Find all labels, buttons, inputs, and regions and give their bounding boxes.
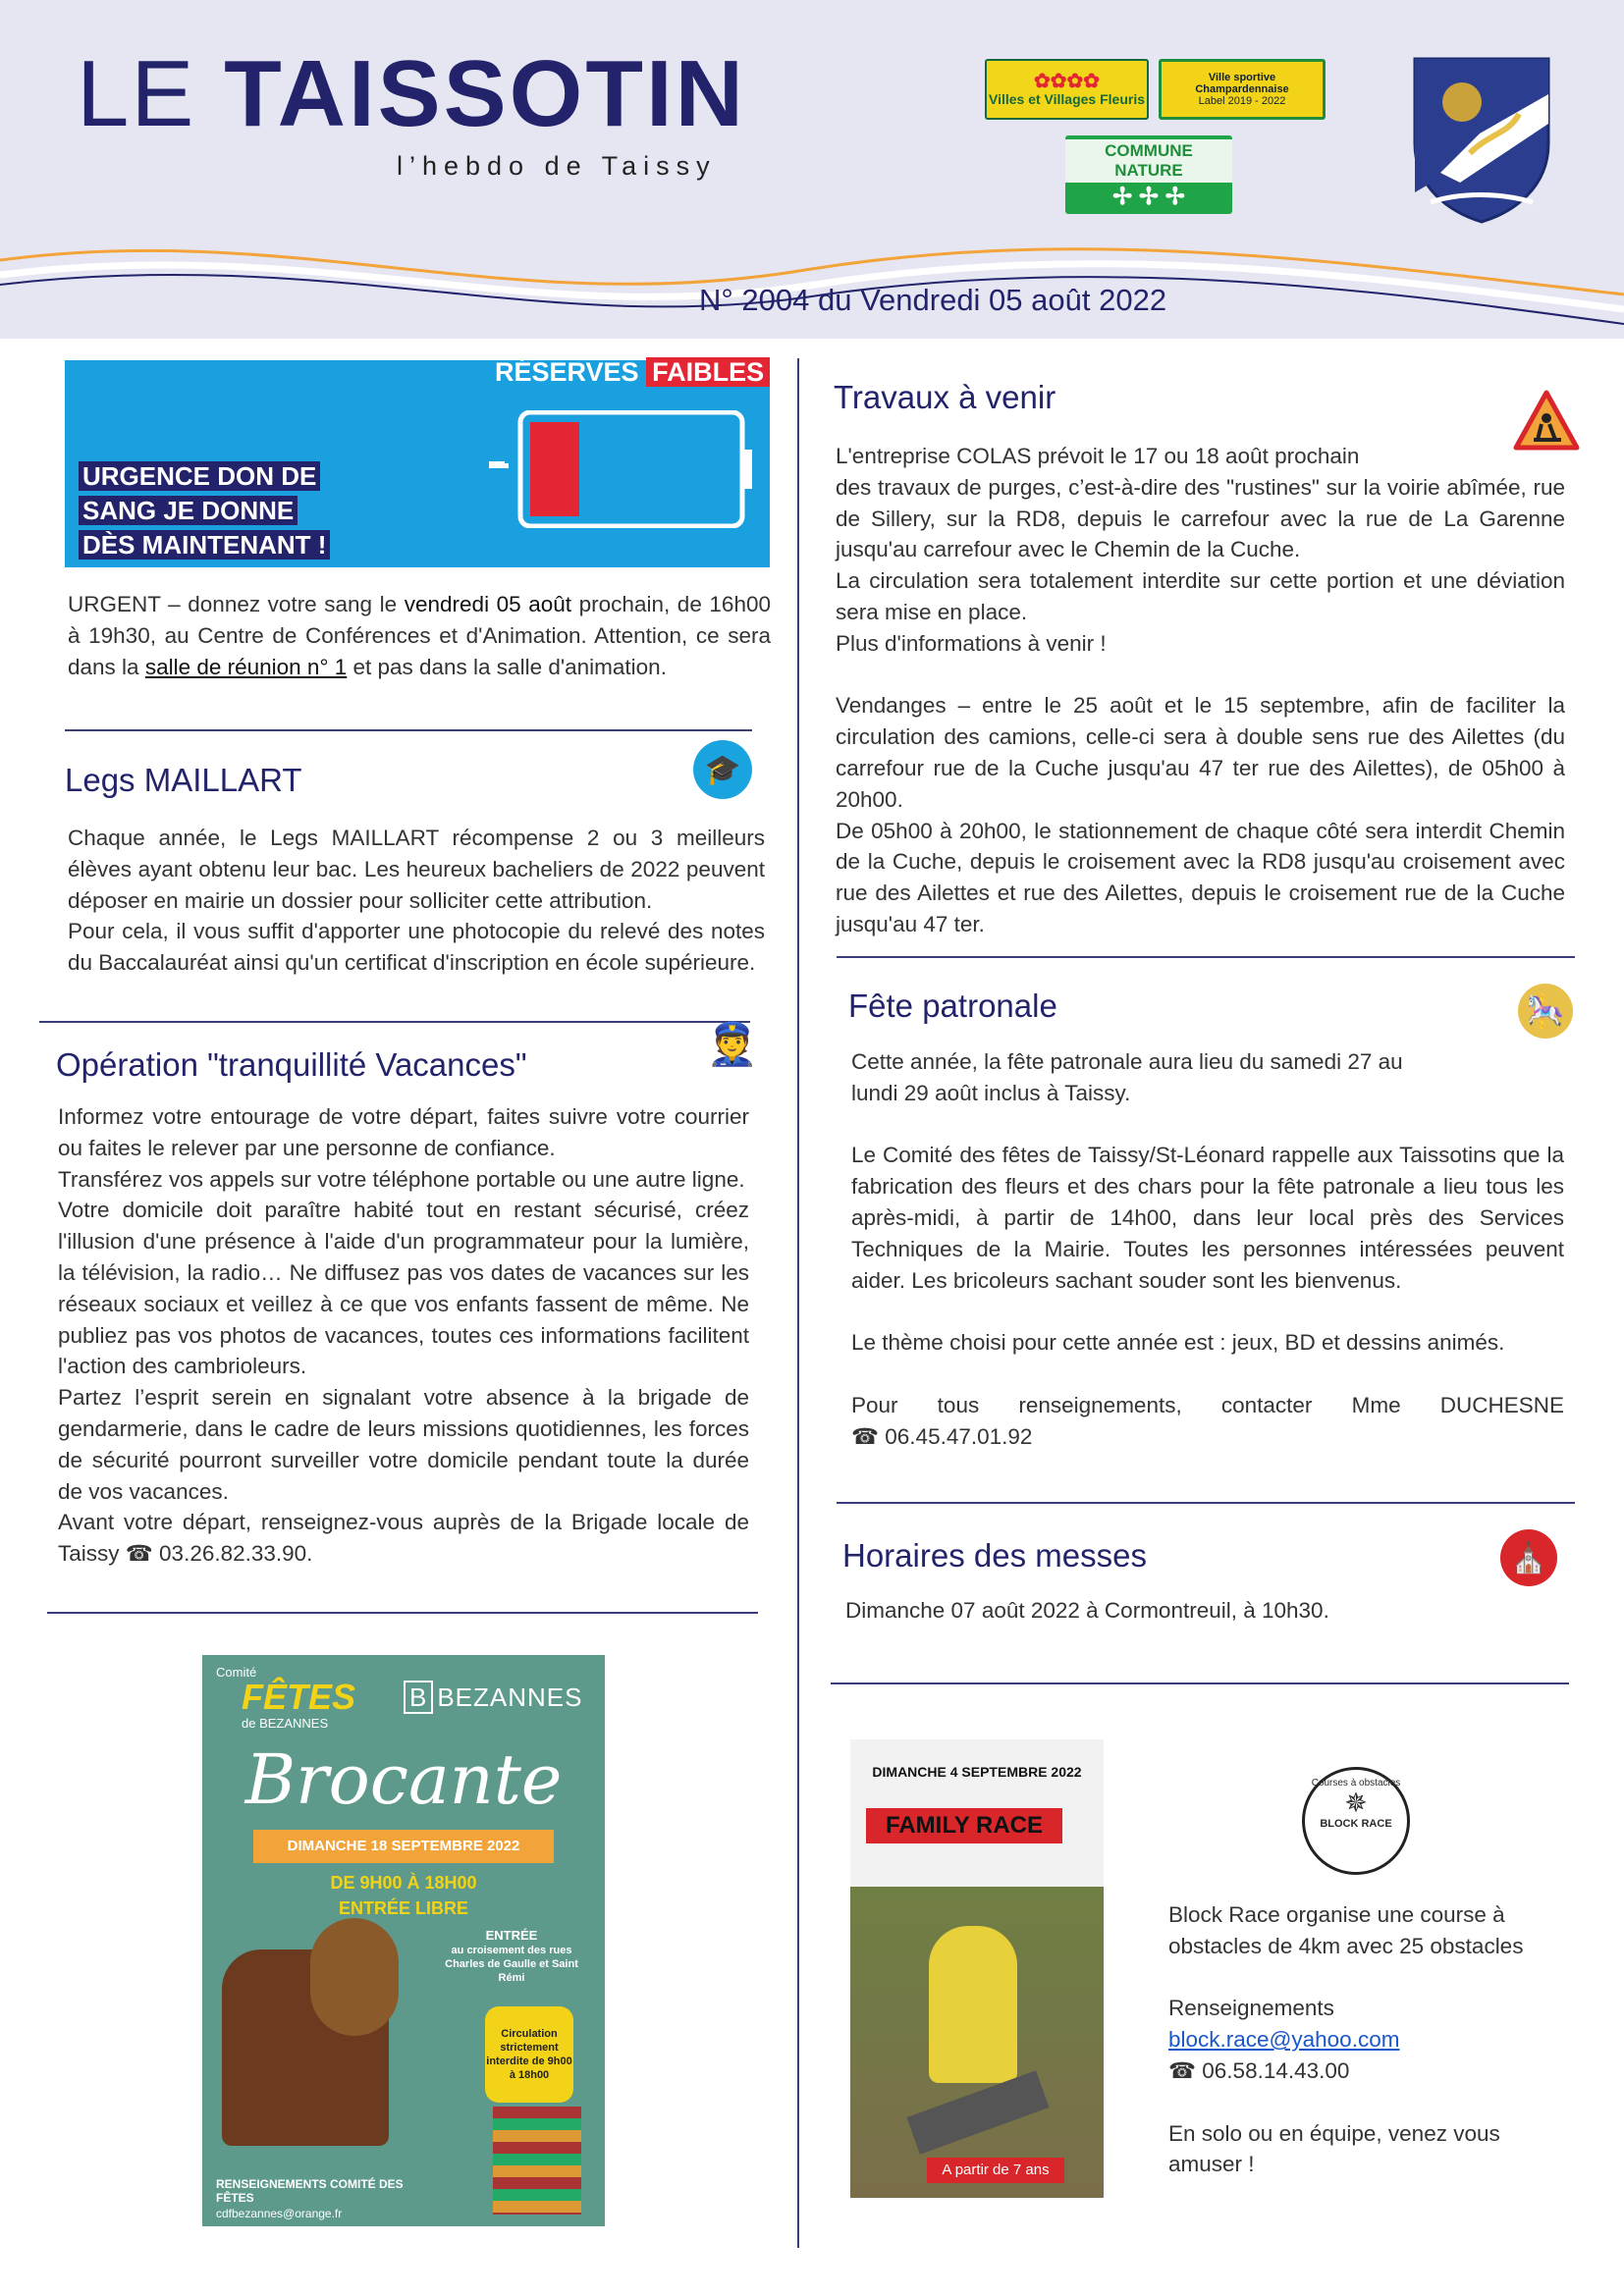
poster-bezannes-brand: B BEZANNES <box>404 1682 583 1713</box>
section-divider <box>837 956 1575 958</box>
masthead-tagline: l’hebdo de Taissy <box>397 151 717 181</box>
vitruvian-figure-icon: ✵ <box>1344 1788 1368 1818</box>
badge-ville-sportive: Ville sportive Champardennaise Label 2019 - 2022 <box>1159 59 1326 120</box>
section-divider <box>65 729 752 731</box>
legs-heading: Legs MAILLART <box>65 762 302 798</box>
block-race-logo: Courses à obstacles ✵ BLOCK RACE <box>1302 1767 1410 1875</box>
books-icon <box>493 2107 581 2215</box>
poster-comite: Comité <box>216 1665 257 1680</box>
banner-reserves-faibles: RÉSERVES FAIBLES <box>495 357 770 388</box>
poster-entree: ENTRÉE <box>485 1928 538 1943</box>
carousel-icon: 🎠 <box>1518 984 1573 1039</box>
messes-heading: Horaires des messes <box>842 1537 1147 1574</box>
fete-text: Cette année, la fête patronale aura lieu du samedi 27 au lundi 29 août inclus à Taissy. Le Comité des fêtes de Taissy/St-Léonard rappelle aux Taissotins que la fabrication des fleurs et des chars pour la fête patronale a lieu tous les après-midi, à partir de 14h00, dans leur local près des Services Techniques de la Mairie. Toutes les personnes intéressées peuvent aider. Les bricoleurs sachant souder sont les bienvenus. Le thème choisi pour cette année est : jeux, BD et dessins animés. Pour tous renseignements, contacter Mme DUCHESNE ☎ 06.45.47.01.92 <box>851 1049 1564 1449</box>
runner-child-icon <box>929 1926 1017 2083</box>
section-divider <box>47 1612 758 1614</box>
poster-hours: DE 9H00 À 18H00 <box>330 1873 477 1893</box>
travaux-text: L'entreprise COLAS prévoit le 17 ou 18 août prochain des travaux de purges, c’est-à-dire des "rustines" sur la voirie abîmée, rue de Sillery, sur la RD8, depuis le carrefour avec la rue de La Garenne jusqu'au carrefour avec le Chemin de la Cuche. La circulation sera totalement interdite sur cette portion et une déviation sera mise en place. Plus d'informations à venir ! Vendanges – entre le 25 août et le 15 septembre, afin de faciliter la circulation des camions, celle-ci sera à double sens rue des Ailettes (du carrefour rue de la Cuche jusqu'au 47 ter rue des Ailettes), de 05h00 à 20h00. De 05h00 à 20h00, le stationnement de chaque côté sera interdit Chemin de la Cuche, depuis le croisement avec la RD8 jusqu'au croisement avec rue des Ailettes et rue des Ailettes, depuis le croisement rue de la Cuche jusqu'au 47 ter. <box>836 444 1565 936</box>
police-officer-icon: 👮 <box>706 1021 759 1067</box>
family-race-poster <box>850 1739 1104 2198</box>
legs-text: Chaque année, le Legs MAILLART récompense 2 ou 3 meilleurs élèves ayant obtenu leur bac. Les heureux bacheliers de 2022 peuvent déposer en mairie un dossier pour solliciter cette attribution. Pour cela, il vous suffit d'apporter une photocopie du relevé des notes du Baccalauréat ainsi qu'un certificat d'inscription en école supérieure. <box>68 826 765 976</box>
otv-heading: Opération "tranquillité Vacances" <box>56 1046 527 1083</box>
low-battery-icon <box>489 410 754 528</box>
flowers-icon: ✿✿✿✿ <box>1033 71 1101 92</box>
town-crest-icon <box>1411 55 1552 224</box>
poster-email: cdfbezannes@orange.fr <box>216 2207 343 2220</box>
fete-heading: Fête patronale <box>848 988 1057 1024</box>
poster-entree-libre: ENTRÉE LIBRE <box>338 1898 468 1918</box>
poster-race-date: DIMANCHE 4 SEPTEMBRE 2022 <box>872 1764 1082 1780</box>
graduation-cap-icon: 🎓 <box>693 740 752 799</box>
column-divider <box>797 358 799 2248</box>
issue-line: N° 2004 du Vendredi 05 août 2022 <box>699 283 1167 317</box>
poster-title: Brocante <box>244 1739 563 1820</box>
poster-circulation: Circulation strictement interdite de 9h00 à 18h00 <box>485 2006 573 2103</box>
dragonfly-icon: ✢ ✢ ✢ <box>1112 183 1185 210</box>
section-divider <box>831 1682 1569 1684</box>
badge-villes-fleuris: ✿✿✿✿ Villes et Villages Fleuris <box>985 59 1149 120</box>
poster-race-title: FAMILY RACE <box>866 1808 1062 1843</box>
messes-text: Dimanche 07 août 2022 à Cormontreuil, à 10h30. <box>845 1598 1329 1623</box>
poster-renseignements: RENSEIGNEMENTS COMITÉ DES FÊTES <box>216 2177 404 2205</box>
banner-urgence: URGENCE DON DE SANG JE DONNE DÈS MAINTENANT ! <box>79 459 344 562</box>
poster-de-bezannes: de BEZANNES <box>242 1716 329 1731</box>
poster-location: au croisement des rues Charles de Gaulle et Saint Rémi <box>445 1945 578 1984</box>
poster-date: DIMANCHE 18 SEPTEMBRE 2022 <box>253 1830 554 1863</box>
brocante-poster <box>202 1655 605 2226</box>
masthead-title: LE TAISSOTIN <box>77 41 746 146</box>
blood-text: URGENT – donnez votre sang le vendredi 05 août prochain, de 16h00 à 19h30, au Centre de Conférences et d'Animation. Attention, ce sera dans la salle de réunion n° 1 et pas dans la salle d'animation. <box>68 592 771 679</box>
poster-race-age: A partir de 7 ans <box>927 2158 1064 2183</box>
otv-text: Informez votre entourage de votre départ, faites suivre votre courrier ou faites le relever par une personne de confiance. Transférez vos appels sur votre téléphone portable ou une autre ligne. Votre domicile doit paraître habité tout en restant sécurisé, créez l'illusion d'une présence à l'aide d'un programmateur pour la lumière, la télévision, la radio… Ne diffusez pas vos dates de vacances sur les réseaux sociaux et veillez à ce que vos enfants fassent de même. Ne publiez pas vos photos de vacances, toutes ces informations facilitent l'action des cambrioleurs. Partez l’esprit serein en signalant votre absence à la brigade de gendarmerie, dans le cadre de leurs missions quotidiennes, les forces de sécurité pourront surveiller votre domicile pendant toute la durée de vos vacances. Avant votre départ, renseignez-vous auprès de la Brigade locale de Taissy ☎ 03.26.82.33.90. <box>58 1104 749 1567</box>
church-icon: ⛪ <box>1500 1529 1557 1586</box>
travaux-heading: Travaux à venir <box>834 379 1056 415</box>
teddy-bear-icon <box>310 1918 399 2036</box>
section-divider <box>39 1021 750 1023</box>
badge-commune-nature: COMMUNE NATURE ✢ ✢ ✢ <box>1065 135 1232 214</box>
block-race-email-link[interactable]: block.race@yahoo.com <box>1168 2027 1400 2053</box>
poster-fetes: FÊTES <box>242 1677 356 1717</box>
block-race-text: Block Race organise une course à obstacles de 4km avec 25 obstacles Renseignements block.race@yahoo.com ☎ 06.58.14.43.00 En solo ou en équipe, venez vous amuser ! <box>1168 1902 1524 2177</box>
section-divider <box>837 1502 1575 1504</box>
header-wave-lines <box>0 201 1624 339</box>
